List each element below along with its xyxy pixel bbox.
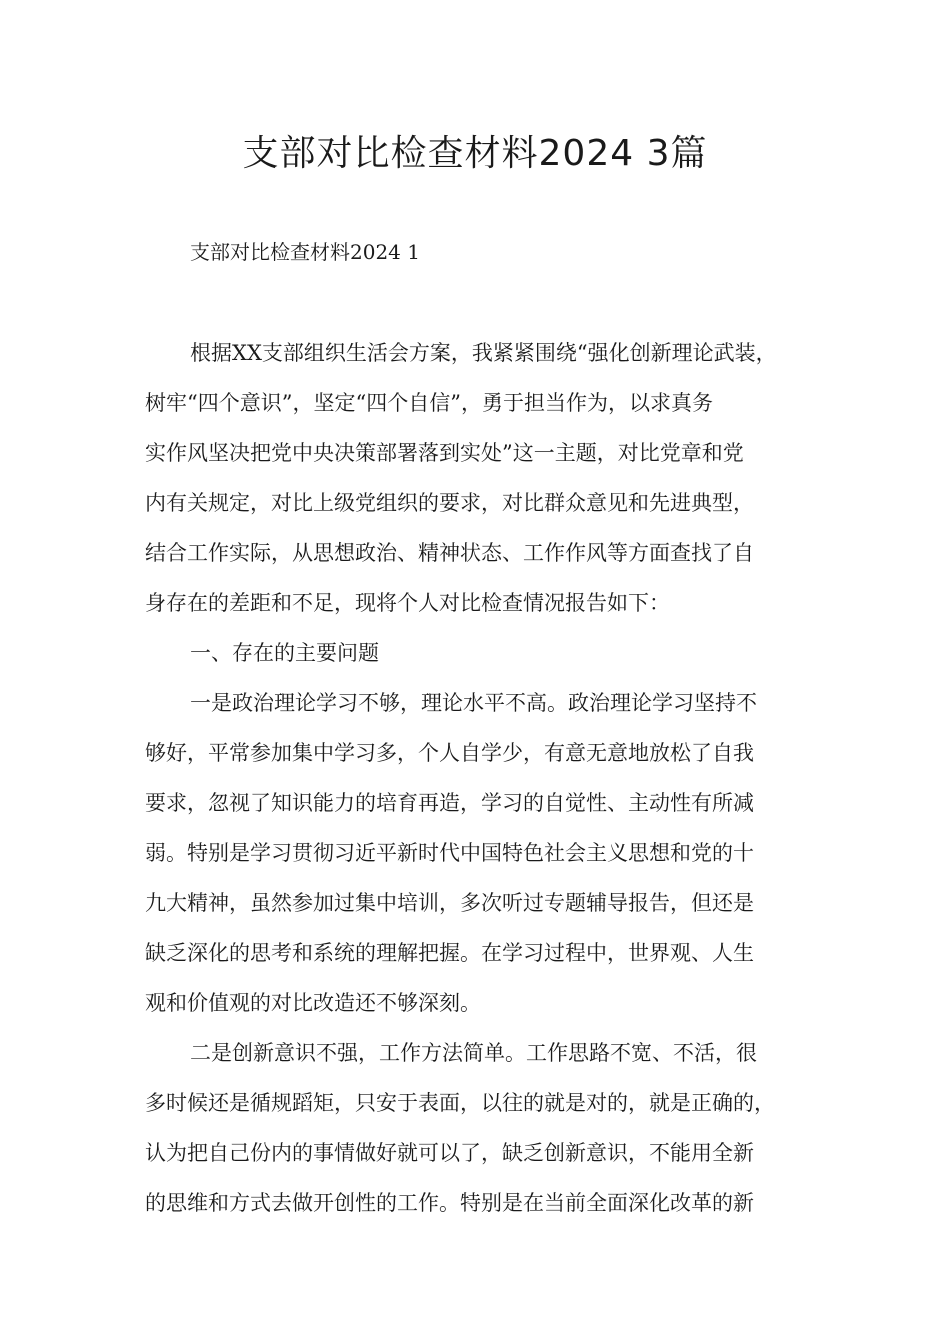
paragraph-line: 缺乏深化的思考和系统的理解把握。在学习过程中，世界观、人生 — [145, 941, 754, 965]
paragraph-line: 够好，平常参加集中学习多，个人自学少，有意无意地放松了自我 — [145, 741, 754, 765]
paragraph-line: 九大精神，虽然参加过集中培训，多次听过专题辅导报告，但还是 — [145, 891, 754, 915]
paragraph-line: 树牢“四个意识”，坚定“四个自信”，勇于担当作为，以求真务 — [145, 391, 713, 415]
paragraph-line: 一是政治理论学习不够，理论水平不高。政治理论学习坚持不 — [190, 691, 757, 715]
paragraph-line: 二是创新意识不强，工作方法简单。工作思路不宽、不活，很 — [190, 1041, 757, 1065]
paragraph-line: 结合工作实际，从思想政治、精神状态、工作作风等方面查找了自 — [145, 541, 754, 565]
paragraph-line: 认为把自己份内的事情做好就可以了，缺乏创新意识，不能用全新 — [145, 1141, 754, 1165]
paragraph-line: 根据XX支部组织生活会方案，我紧紧围绕“强化创新理论武装， — [190, 341, 777, 365]
paragraph-problem-two — [145, 1028, 809, 1228]
paragraph-line: 的思维和方式去做开创性的工作。特别是在当前全面深化改革的新 — [145, 1191, 754, 1215]
paragraph-line: 观和价值观的对比改造还不够深刻。 — [145, 991, 481, 1015]
section-heading — [145, 628, 809, 678]
document-subtitle: 支部对比检查材料2024 1 — [190, 240, 420, 264]
paragraph-line: 身存在的差距和不足，现将个人对比检查情况报告如下： — [145, 591, 670, 615]
paragraph-line: 多时候还是循规蹈矩，只安于表面，以往的就是对的，就是正确的， — [145, 1091, 775, 1115]
paragraph-line: 要求，忽视了知识能力的培育再造，学习的自觉性、主动性有所减 — [145, 791, 754, 815]
paragraph-line: 实作风坚决把党中央决策部署落到实处”这一主题，对比党章和党 — [145, 441, 744, 465]
paragraph-line: 弱。特别是学习贯彻习近平新时代中国特色社会主义思想和党的十 — [145, 841, 754, 865]
paragraph-intro — [145, 328, 809, 628]
document-title: 支部对比检查材料2024 3篇 — [242, 133, 708, 174]
paragraph-problem-one — [145, 678, 809, 1028]
section-heading-text: 一、存在的主要问题 — [190, 641, 379, 665]
paragraph-line: 内有关规定，对比上级党组织的要求，对比群众意见和先进典型， — [145, 491, 754, 515]
